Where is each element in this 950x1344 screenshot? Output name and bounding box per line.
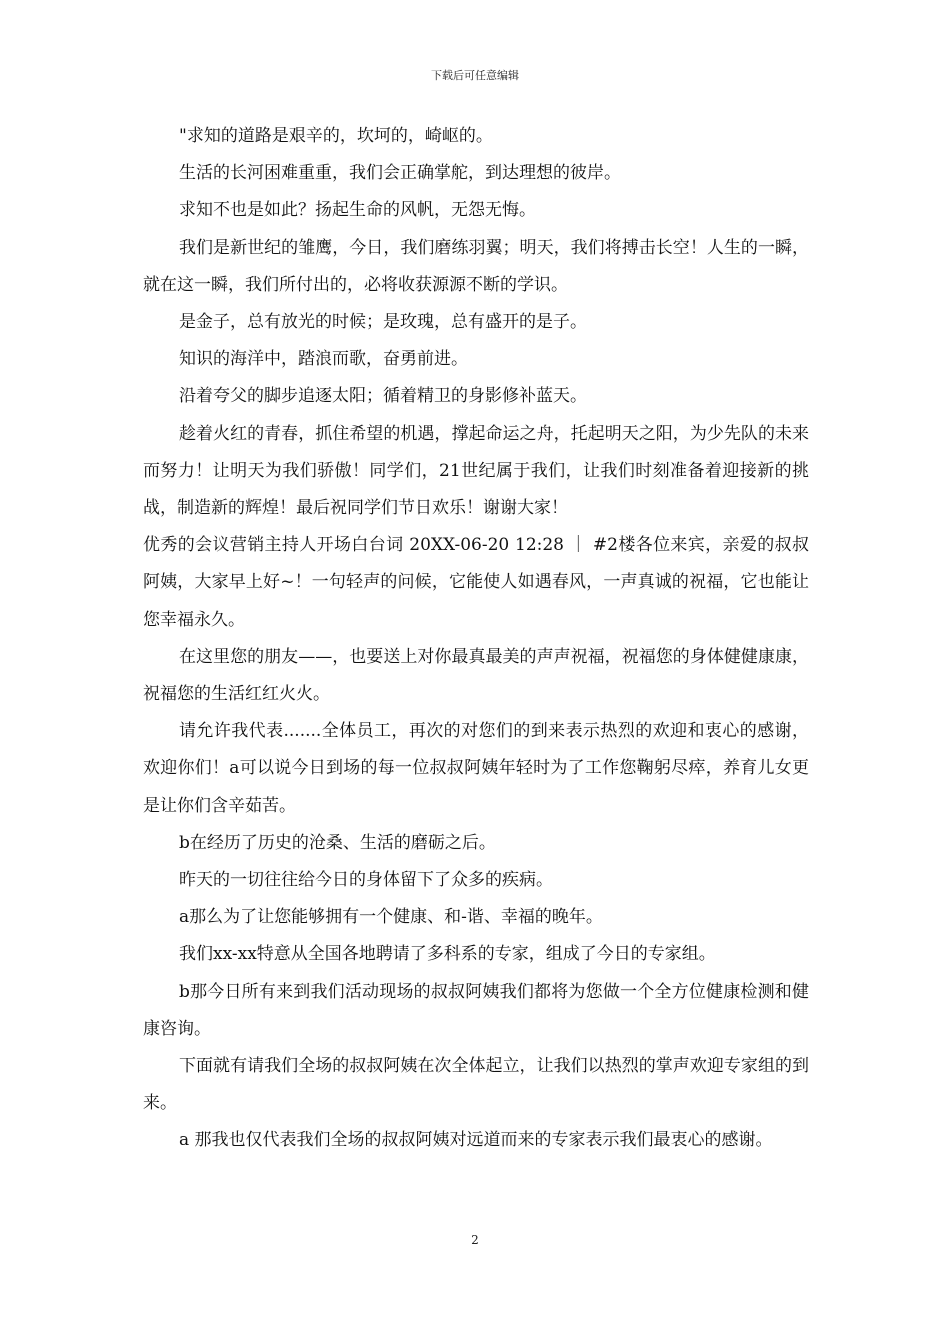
paragraph: 优秀的会议营销主持人开场白台词 20XX-06-20 12:28 ｜ #2楼各位来宾，亲爱的叔叔阿姨，大家早上好~！一句轻声的问候，它能使人如遇春风，一声真诚的祝福，它也能让您幸福永久。 [143,535,809,630]
paragraph: 我们是新世纪的雏鹰，今日，我们磨练羽翼；明天，我们将搏击长空！人生的一瞬，就在这一瞬，我们所付出的，必将收获源源不断的学识。 [143,237,809,295]
paragraph: 趁着火红的青春，抓住希望的机遇，撑起命运之舟，托起明天之阳，为少先队的未来而努力！让明天为我们骄傲！同学们，21世纪属于我们，让我们时刻准备着迎接新的挑战，制造新的辉煌！最后祝同学们节日欢乐！谢谢大家！ [143,423,809,519]
paragraph: 在这里您的朋友——，也要送上对你最真最美的声声祝福，祝福您的身体健健康康，祝福您的生活红红火火。 [143,646,809,705]
paragraph: b那今日所有来到我们活动现场的叔叔阿姨我们都将为您做一个全方位健康检测和健康咨询。 [143,981,809,1039]
paragraph: "求知的道路是艰辛的，坎坷的，崎岖的。 [179,126,493,146]
document-body [143,118,809,1160]
paragraph: 昨天的一切往往给今日的身体留下了众多的疾病。 [179,870,553,891]
page-number: 2 [471,1233,479,1247]
paragraph: b在经历了历史的沧桑、生活的磨砺之后。 [179,832,496,853]
paragraph: 生活的长河困难重重，我们会正确掌舵，到达理想的彼岸。 [179,163,621,184]
page-header: 下载后可任意编辑 [431,69,519,82]
paragraph: 我们xx-xx特意从全国各地聘请了多科系的专家，组成了今日的专家组。 [179,944,716,965]
paragraph: 求知不也是如此？扬起生命的风帆，无怨无悔。 [179,200,536,221]
paragraph: 请允许我代表.......全体员工，再次的对您们的到来表示热烈的欢迎和衷心的感谢，欢迎你们！a可以说今日到场的每一位叔叔阿姨年轻时为了工作您鞠躬尽瘁，养育儿女更是让你们含辛茹苦。 [143,721,809,816]
paragraph: a那么为了让您能够拥有一个健康、和-谐、幸福的晚年。 [179,907,603,928]
paragraph: 是金子，总有放光的时候；是玫瑰，总有盛开的是子。 [179,312,587,333]
paragraph: 知识的海洋中，踏浪而歌，奋勇前进。 [179,349,468,370]
paragraph: a 那我也仅代表我们全场的叔叔阿姨对远道而来的专家表示我们最衷心的感谢。 [179,1130,773,1151]
paragraph: 下面就有请我们全场的叔叔阿姨在次全体起立，让我们以热烈的掌声欢迎专家组的到来。 [143,1056,809,1114]
paragraph: 沿着夸父的脚步追逐太阳；循着精卫的身影修补蓝天。 [179,386,587,407]
